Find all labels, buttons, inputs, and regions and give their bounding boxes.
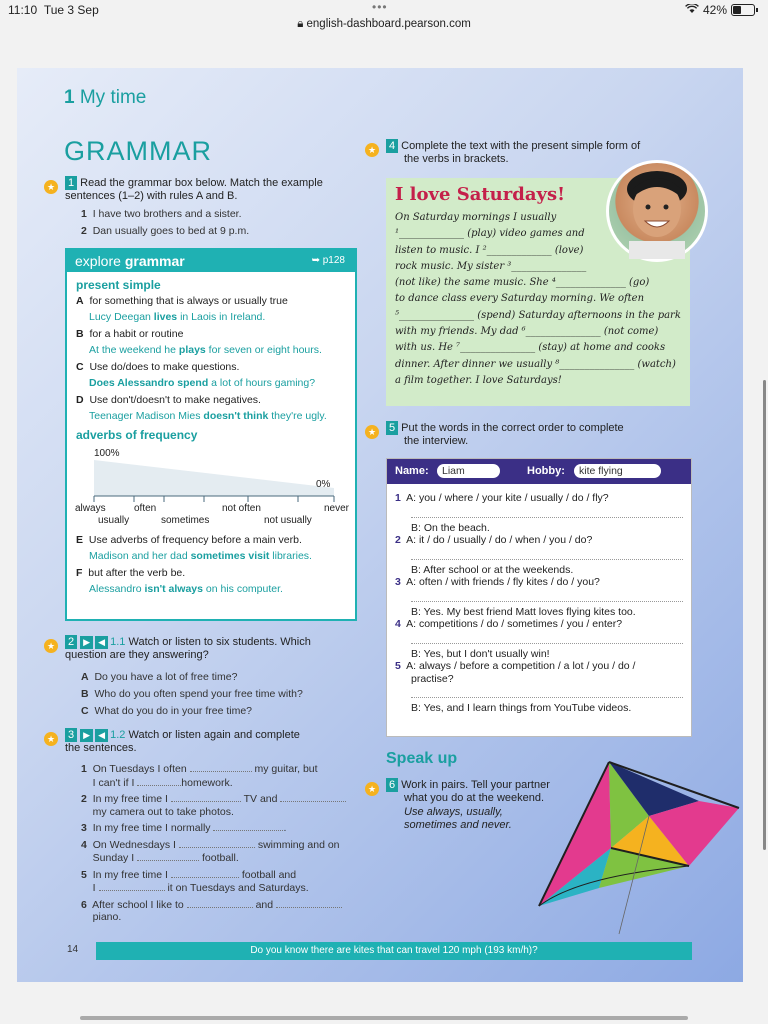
scale-bottom-label: 0% [316,479,331,490]
rule-c: C Use do/does to make questions. Does Alessandro spend a lot of hours gaming? [76,361,316,389]
answer-blank[interactable] [213,821,283,831]
frequency-scale [75,442,350,534]
interview-item: 4 A: competitions / do / sometimes / you / enter? [395,618,623,630]
section-title: GRAMMAR [64,136,212,166]
answer-blank[interactable] [171,868,239,878]
list-item: 2 Dan usually goes to bed at 9 p.m. [81,224,250,237]
answer-blank[interactable] [276,898,342,908]
star-icon: ★ [365,425,379,439]
exercise-2-list [81,669,303,720]
interview-item: 1 A: you / where / your kite / usually / do / fly? [395,492,609,504]
list-item: 4 On Wednesdays I swimming and on Sunday I football. [81,838,340,864]
exercise-1-instruction: 1 Read the grammar box below. Match the example sentences (1–2) with rules A and B. [65,176,323,203]
adverb-label: usually [98,515,130,526]
interview-item: 3 A: often / with friends / fly kites / do / you? [395,576,600,588]
hobby-field[interactable]: kite flying [574,464,661,478]
name-field[interactable]: Liam [437,464,500,478]
adverb-label: always [75,503,106,514]
answer-blank[interactable] [137,851,199,861]
star-icon: ★ [44,639,58,653]
answer-line[interactable] [411,505,683,518]
adverbs-heading: adverbs of frequency [76,428,198,442]
speak-up-heading: Speak up [386,750,458,767]
rule-b: B for a habit or routine At the weekend he plays for seven or eight hours. [76,328,322,356]
adverb-label: often [134,503,157,514]
exercise-4-instruction: 4 Complete the text with the present simple form of the verbs in brackets. [386,139,686,167]
list-item: B Who do you often spend your free time with? [81,688,303,700]
unit-title: 1 My time [64,87,147,108]
rule-d: D Use don't/doesn't to make negatives. Teenager Madison Mies doesn't think they're ugly. [76,394,327,422]
star-icon: ★ [365,782,379,796]
battery-icon [731,4,755,16]
answer-blank[interactable] [190,762,252,772]
reading-text: On Saturday mornings I usually ¹_____________ (play) video games and listen to music. I ²_____________ (love) rock music. My sister ³_______________ (not like) the same music. She ⁴______________ (go) to dance class every Saturday morning. We often ⁵_______________ (spend) Saturday afternoons in the park with my friends. My dad ⁶_______________ (not come) with us. He ⁷_______________ (stay) at home and cooks dinner. After dinner we usually ⁸_______________ (watch) a film together. I love Saturdays! [395,212,681,386]
present-simple-heading: present simple [76,278,161,292]
list-item: 1 I have two brothers and a sister. [81,208,242,220]
rule-f: F but after the verb be. Alessandro isn't always on his computer. [76,567,283,595]
page-number: 14 [67,944,79,955]
kite-illustration [499,756,743,936]
exercise-1-list [81,208,249,238]
adverb-label: not usually [264,515,312,526]
video-icon[interactable]: ▶ [80,729,93,742]
interview-item: 5 A: always / before a competition / a lot / you / do / practise? [395,660,636,685]
wifi-icon [685,3,699,17]
adverb-label: never [324,503,350,514]
answer-blank[interactable] [179,838,255,848]
home-indicator[interactable] [80,1016,688,1020]
scrollbar[interactable] [763,380,766,850]
interview-item: 2 A: it / do / usually / do / when / you / do? [395,534,593,546]
adverb-label: sometimes [161,515,210,526]
exercise-3-instruction: 3 ▶ ◀ 1.2 Watch or listen again and complete the sentences. [65,728,300,755]
answer-line[interactable] [411,685,683,698]
exercise-6-instruction: 6 Work in pairs. Tell your partner what you do at the weekend. Use always, usually, sometimes and never. [386,778,576,833]
star-icon: ★ [365,143,379,157]
answer-line[interactable] [411,547,683,560]
audio-icon[interactable]: ◀ [95,729,108,742]
audio-icon[interactable]: ◀ [95,636,108,649]
list-item: 1 On Tuesdays I often my guitar, but I can't if I homework. [81,763,318,789]
status-right [685,3,758,17]
url-text: english-dashboard.pearson.com [306,18,471,30]
adverb-label: not often [222,503,261,514]
answer-line[interactable] [411,589,683,602]
answer-blank[interactable] [171,792,241,802]
list-item: A Do you have a lot of free time? [81,671,238,683]
multitask-dots-icon[interactable]: ••• [372,0,388,14]
explore-grammar-header: explore grammar ➥ p128 [67,250,355,272]
list-item: 6 After school I like to and piano. [81,898,371,924]
textbook-page [17,68,743,982]
answer-blank[interactable] [137,776,181,786]
exercise-5-instruction: 5 Put the words in the correct order to complete the interview. [386,421,686,449]
list-item: 5 In my free time I football and I it on Tuesdays and Saturdays. [81,868,309,894]
interview-box: Name: Liam Hobby: kite flying 1 A: you / where / your kite / usually / do / fly? B: On the beach. 2 A: it / do / usually / do / when / you / do? B: After school or at the weekends. 3 A: often / with friends / fly kites / do / you? B: Yes. My best friend Matt loves flying kites too. 4 A: competitions / do / sometimes / you / enter? B: Yes, but I don't usually win! 5 A: always / before a competition / a lot / you / do / practise? B: Yes, and I learn things from YouTube videos. [386,458,692,737]
status-time: 11:10 Tue 3 Sep [8,3,99,17]
battery-percent: 42% [702,3,727,17]
answer-blank[interactable] [99,881,165,891]
status-bar [0,0,768,20]
exercise-2-instruction: 2 ▶ ◀ 1.1 Watch or listen to six students. Which question are they answering? [65,635,311,662]
list-item: 3 In my free time I normally . [81,822,287,834]
answer-blank[interactable] [280,792,346,802]
star-icon: ★ [44,732,58,746]
explore-grammar-box [65,248,357,621]
answer-blank[interactable] [187,898,253,908]
video-icon[interactable]: ▶ [80,636,93,649]
list-item: C What do you do in your free time? [81,705,253,717]
reading-title: I love Saturdays! [395,184,565,205]
rule-e: E Use adverbs of frequency before a main verb. Madison and her dad sometimes visit libraries. [76,534,312,562]
fun-fact-banner: Do you know there are kites that can travel 120 mph (193 km/h)? [96,942,692,960]
exercise-3-list [81,762,371,924]
rule-a: A for something that is always or usually true Lucy Deegan lives in Laois in Ireland. [76,295,288,323]
scale-top-label: 100% [94,448,120,459]
boy-photo [606,160,708,262]
url-bar[interactable] [0,18,768,38]
lock-icon: 🔒︎ [297,18,304,30]
star-icon: ★ [44,180,58,194]
interview-header: Name: Liam Hobby: kite flying [387,459,691,484]
answer-line[interactable] [411,631,683,644]
page-reference-link[interactable]: ➥ p128 [311,255,345,266]
list-item: 2 In my free time I TV and my camera out to take photos. [81,792,371,818]
